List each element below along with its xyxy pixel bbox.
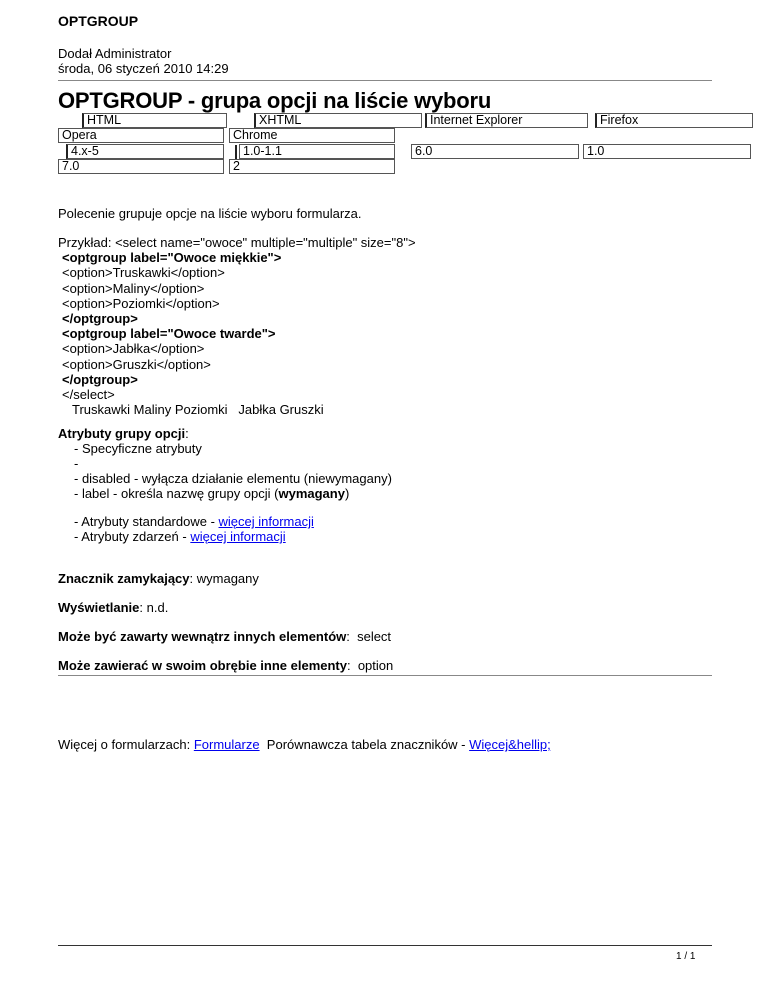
- display-value: : n.d.: [139, 600, 169, 615]
- code-line: <option>Jabłka</option>: [62, 341, 205, 357]
- code-line: </optgroup>: [62, 311, 138, 327]
- contained-in-line: [58, 629, 391, 644]
- label-attr-prefix: - label - określa nazwę grupy opcji (: [74, 486, 279, 501]
- forms-link[interactable]: Formularze: [193, 737, 260, 752]
- table-cell-opera: Opera: [58, 128, 224, 143]
- list-item: - disabled - wyłącza działanie elementu (niewymagany): [74, 471, 392, 486]
- label-attr-required: wymagany: [278, 486, 345, 501]
- contained-in-value: : select: [346, 629, 392, 644]
- forms-prefix: Więcej o formularzach:: [58, 737, 194, 752]
- date-line: środa, 06 styczeń 2010 14:29: [58, 61, 229, 76]
- standard-attrs-text: - Atrybuty standardowe -: [74, 514, 219, 529]
- may-contain-label: Może zawierać w swoim obrębie inne elementy: [58, 658, 347, 673]
- table-cell-chrome-ver2: 2: [229, 159, 395, 174]
- attributes-list: [74, 441, 392, 501]
- site-title: OPTGROUP: [58, 13, 139, 29]
- contained-in-label: Może być zawarty wewnątrz innych elementów: [58, 629, 347, 644]
- closing-tag-value: : wymagany: [189, 571, 259, 586]
- may-contain-line: [58, 658, 393, 673]
- attributes-links: [74, 514, 314, 544]
- code-line: <select name="owoce" multiple="multiple" size="8">: [115, 235, 416, 250]
- code-line: <optgroup label="Owoce twarde">: [62, 326, 276, 342]
- table-prefix: Porównawcza tabela znaczników -: [259, 737, 470, 752]
- list-item: [74, 486, 392, 501]
- code-line: </select>: [62, 387, 115, 403]
- display-line: [58, 600, 168, 615]
- description: Polecenie grupuje opcje na liście wyboru formularza.: [58, 206, 362, 221]
- code-line: <optgroup label="Owoce miękkie">: [62, 250, 282, 266]
- table-cell-chrome-ver: 1.0-1.1: [239, 144, 395, 159]
- event-attrs-link[interactable]: więcej informacji: [190, 529, 286, 544]
- code-line: <option>Truskawki</option>: [62, 265, 225, 281]
- code-example: [58, 235, 416, 418]
- list-item: - Specyficzne atrybuty: [74, 441, 202, 456]
- list-item: [74, 514, 314, 529]
- table-cell-opera-ver: 4.x-5: [66, 144, 224, 159]
- rendered-example: Truskawki Maliny Poziomki Jabłka Gruszki: [72, 402, 324, 418]
- code-line: <option>Poziomki</option>: [62, 295, 220, 311]
- comparison-table-link[interactable]: Więcej&hellip;: [469, 737, 551, 752]
- table-cell-ie-ver: 6.0: [411, 144, 579, 159]
- closing-tag-line: [58, 571, 259, 586]
- standard-attrs-link[interactable]: więcej informacji: [218, 514, 314, 529]
- attributes-heading-text: Atrybuty grupy opcji: [58, 426, 186, 441]
- code-line: </optgroup>: [62, 371, 138, 387]
- label-attr-suffix: ): [344, 486, 350, 501]
- author-line: Dodał Administrator: [58, 46, 172, 61]
- code-line: <option>Maliny</option>: [62, 280, 205, 296]
- closing-tag-label: Znacznik zamykający: [58, 571, 190, 586]
- more-info-line: [58, 737, 551, 752]
- table-marker: [235, 145, 237, 159]
- table-cell-firefox-ver: 1.0: [583, 144, 751, 159]
- list-item: [74, 529, 314, 544]
- header-divider: [58, 80, 712, 81]
- code-line: <option>Gruszki</option>: [62, 356, 211, 372]
- page-number: 1 / 1: [676, 951, 696, 962]
- example-label: Przykład:: [58, 235, 116, 250]
- table-cell-xhtml: XHTML: [254, 113, 422, 128]
- list-item: -: [74, 456, 79, 471]
- attributes-heading-colon: :: [185, 426, 189, 441]
- display-label: Wyświetlanie: [58, 600, 140, 615]
- table-cell-opera-ver2: 7.0: [58, 159, 224, 174]
- table-cell-firefox: Firefox: [595, 113, 753, 128]
- table-cell-ie: Internet Explorer: [425, 113, 588, 128]
- footer-divider: [58, 945, 712, 946]
- event-attrs-text: - Atrybuty zdarzeń -: [74, 529, 191, 544]
- table-cell-html: HTML: [82, 113, 227, 128]
- content-divider: [58, 675, 712, 676]
- article-title: OPTGROUP - grupa opcji na liście wyboru: [58, 88, 492, 113]
- table-cell-chrome: Chrome: [229, 128, 395, 143]
- attributes-heading: [58, 426, 189, 441]
- may-contain-value: : option: [346, 658, 394, 673]
